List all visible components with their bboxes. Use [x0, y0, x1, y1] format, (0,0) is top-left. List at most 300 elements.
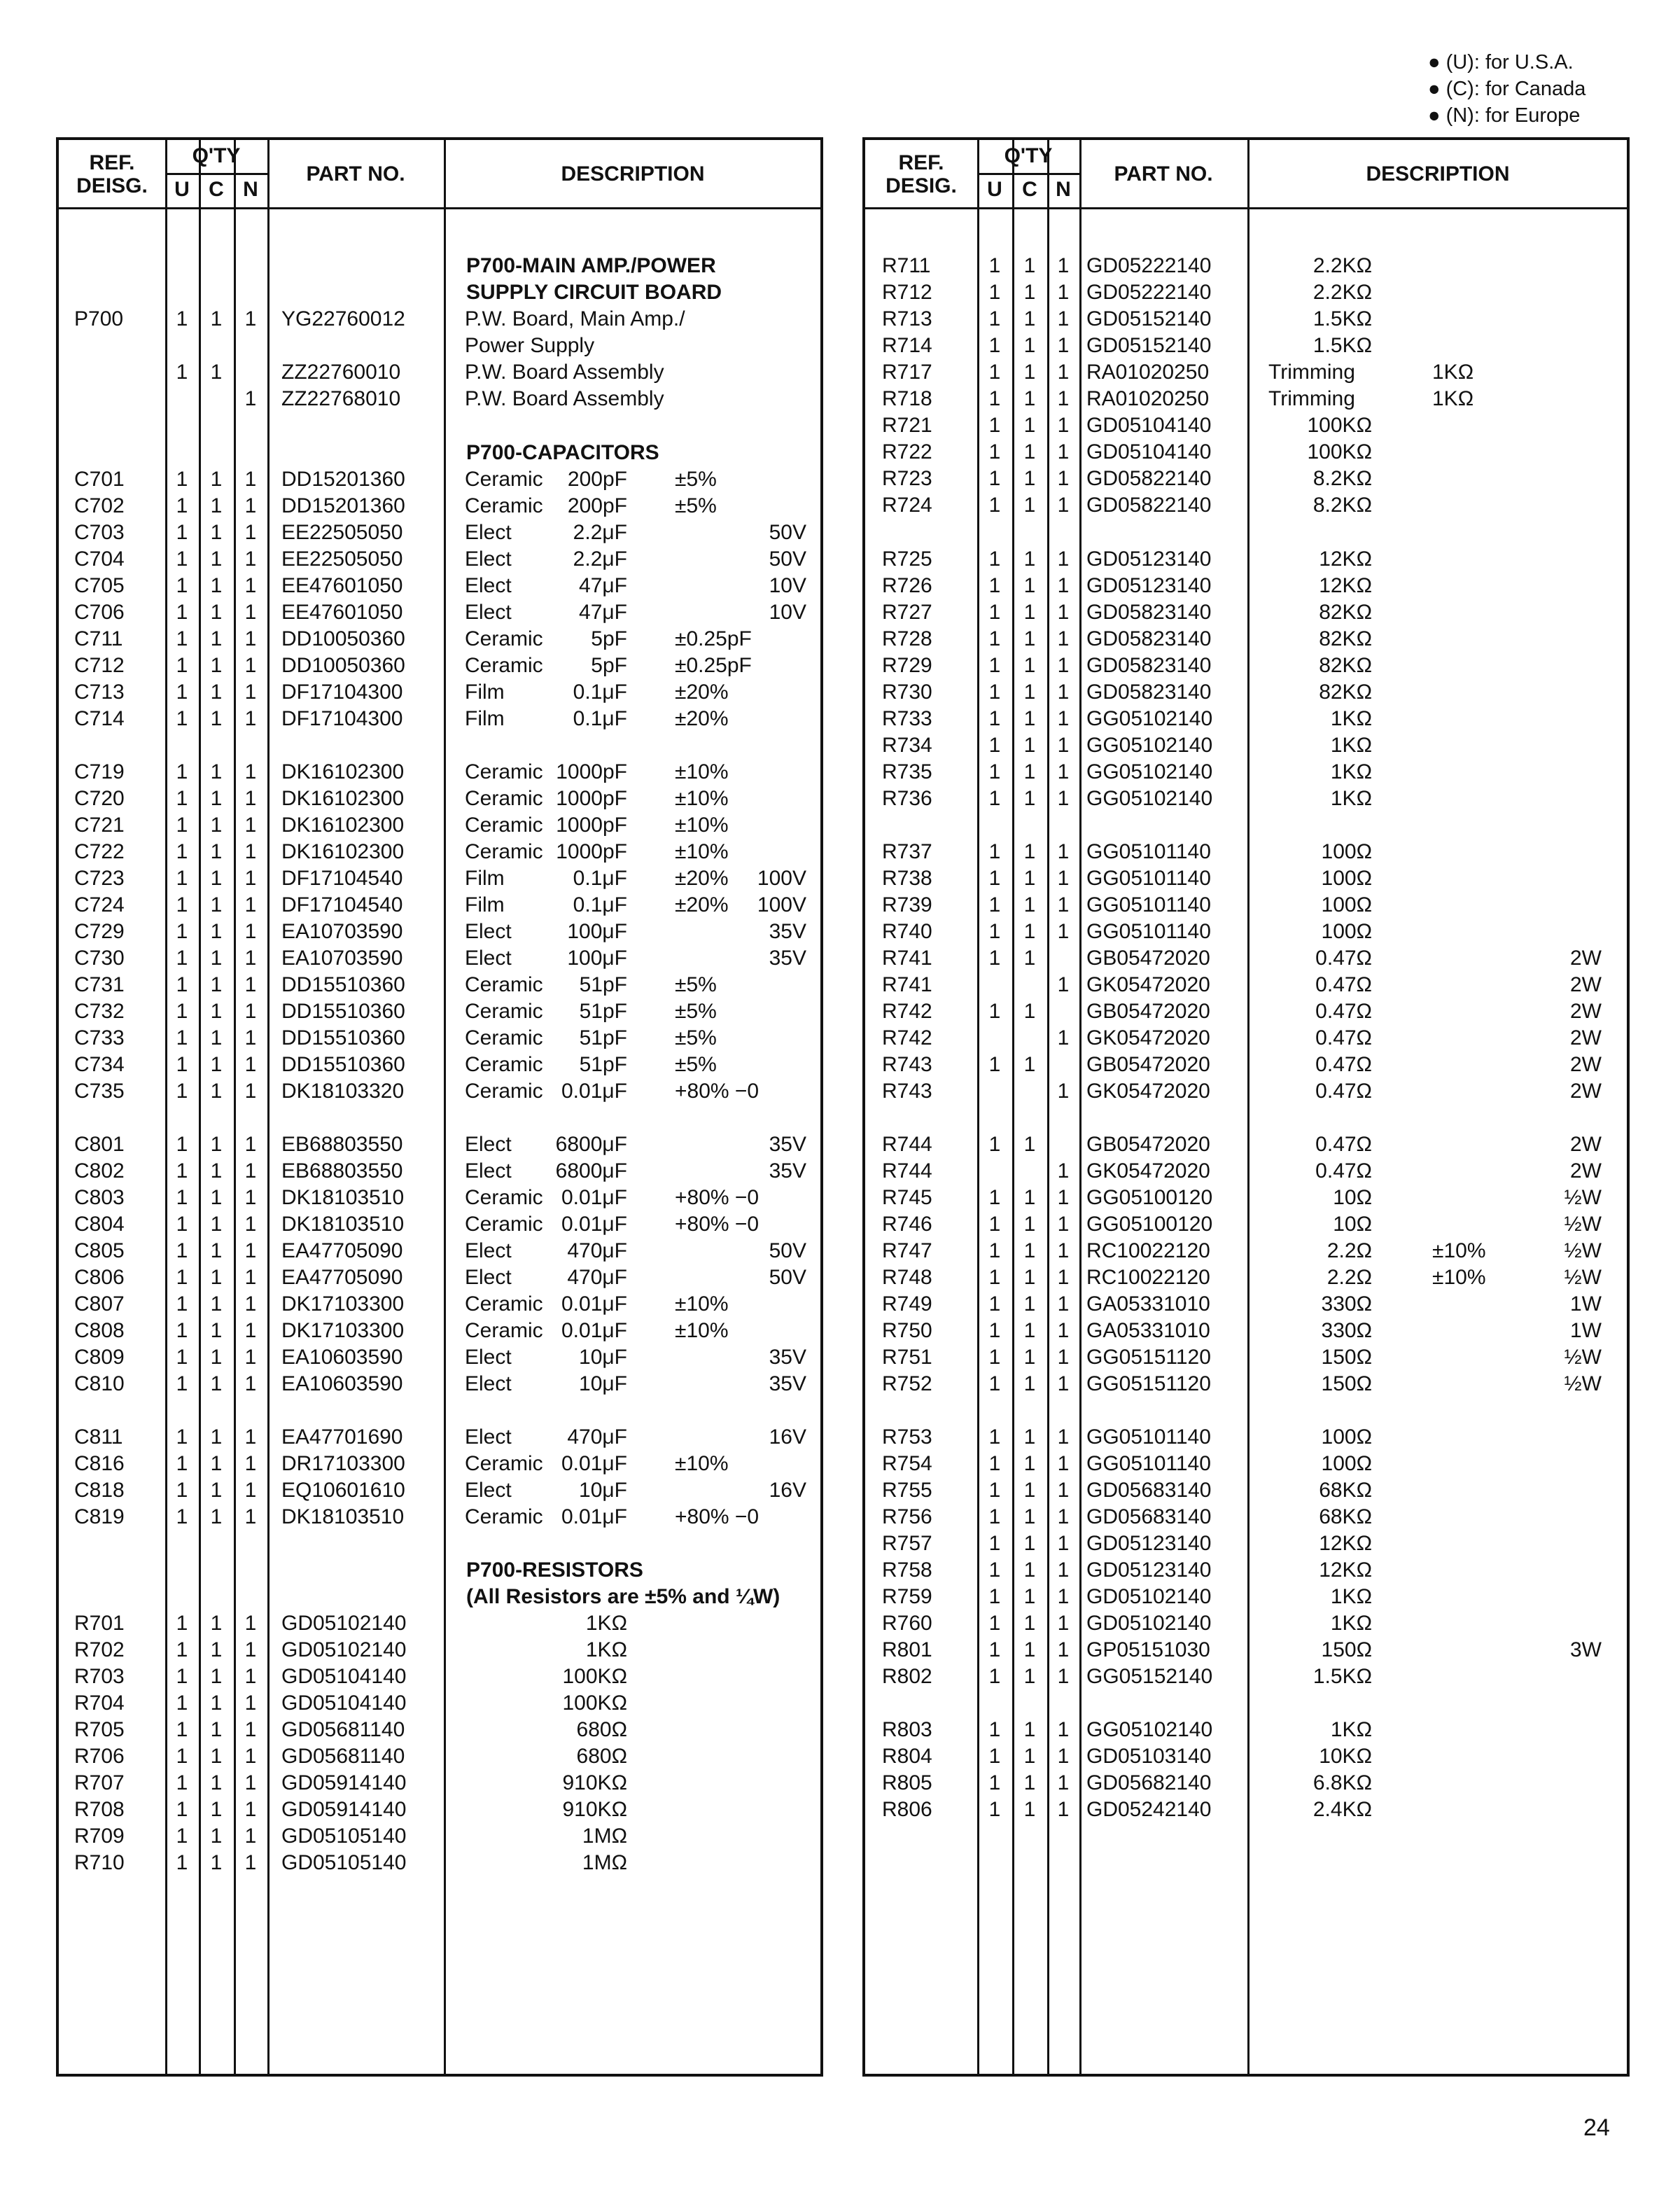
ref-designation: C704: [74, 547, 125, 571]
ref-designation: C712: [74, 654, 125, 677]
description-value: 1000pF: [556, 787, 627, 810]
ref-designation: C804: [74, 1213, 125, 1236]
qty-u: 1: [988, 414, 1001, 437]
table-row: [59, 1743, 820, 1770]
ref-designation: R742: [882, 1000, 932, 1023]
part-number: GK05472020: [1086, 1026, 1210, 1049]
description-value: 0.1μF: [573, 893, 627, 916]
qty-c: 1: [1023, 1292, 1036, 1316]
table-row: [865, 1584, 1627, 1610]
table-row: [865, 1344, 1627, 1371]
description-type: Ceramic: [465, 1319, 543, 1342]
qty-c: 1: [210, 1612, 223, 1635]
qty-u: 1: [988, 467, 1001, 490]
description-tolerance: ±10%: [675, 1452, 729, 1475]
part-number: GD05105140: [281, 1825, 407, 1848]
table-row: [59, 546, 820, 573]
description-rating: 100V: [757, 867, 806, 890]
qty-u: 1: [988, 574, 1001, 597]
description-value: 910KΩ: [562, 1798, 627, 1821]
qty-u: 1: [176, 494, 188, 517]
qty-n: 1: [244, 920, 257, 943]
ref-designation: R742: [882, 1026, 932, 1049]
qty-u: 1: [988, 254, 1001, 277]
description-value: 68KΩ: [1319, 1505, 1372, 1528]
qty-u: 1: [176, 521, 188, 544]
table-row: [59, 679, 820, 706]
qty-n: 1: [244, 1266, 257, 1289]
description-value: 100Ω: [1321, 1425, 1372, 1449]
table-row: [59, 1664, 820, 1690]
ref-designation: R806: [882, 1798, 932, 1821]
description-tolerance: ±10%: [1432, 1239, 1486, 1262]
qty-u: 1: [988, 281, 1001, 304]
table-row: [59, 919, 820, 945]
description-value: 2.2μF: [573, 521, 627, 544]
qty-n: 1: [1057, 1718, 1070, 1741]
part-number: GG05100120: [1086, 1186, 1213, 1209]
description-value: 12KΩ: [1319, 1558, 1372, 1582]
part-number: GD05102140: [1086, 1585, 1212, 1608]
ref-designation: R723: [882, 467, 932, 490]
part-number: EE22505050: [281, 547, 403, 571]
table-row: [59, 1344, 820, 1371]
part-number: GG05102140: [1086, 734, 1213, 757]
qty-c: 1: [1023, 1000, 1036, 1023]
qty-u: 1: [988, 1585, 1001, 1608]
description-type: Elect: [465, 1239, 512, 1262]
table-row: [59, 786, 820, 812]
table-row: [865, 653, 1627, 679]
ref-designation: R730: [882, 681, 932, 704]
qty-n: 1: [1057, 1585, 1070, 1608]
table-row: [865, 945, 1627, 972]
ref-designation: R741: [882, 947, 932, 970]
ref-designation: C734: [74, 1053, 125, 1076]
part-number: EE47601050: [281, 574, 403, 597]
description-value: 51pF: [579, 973, 627, 996]
part-number: GD05681140: [281, 1745, 405, 1768]
qty-c: 1: [1023, 707, 1036, 730]
qty-n: 1: [1057, 627, 1070, 650]
description-value: 2.2KΩ: [1312, 281, 1372, 304]
part-number: GG05102140: [1086, 707, 1213, 730]
qty-u: 1: [988, 1292, 1001, 1316]
qty-n: 1: [244, 1452, 257, 1475]
qty-c: 1: [210, 574, 223, 597]
qty-c: 1: [210, 1771, 223, 1794]
qty-n: 1: [244, 1479, 257, 1502]
description-value: 0.01μF: [561, 1080, 627, 1103]
part-number: GK05472020: [1086, 1080, 1210, 1103]
description-value: 5pF: [591, 627, 627, 650]
part-number: GD05123140: [1086, 1558, 1212, 1582]
part-number: DF17104540: [281, 893, 403, 916]
qty-c: 1: [210, 787, 223, 810]
qty-n: 1: [244, 627, 257, 650]
ref-designation: R708: [74, 1798, 125, 1821]
table-row: [59, 466, 820, 493]
description-value: 8.2KΩ: [1312, 467, 1372, 490]
description-value: 2.2Ω: [1326, 1266, 1372, 1289]
ref-designation: R760: [882, 1612, 932, 1635]
qty-u: 1: [176, 947, 188, 970]
qty-u: 1: [988, 1771, 1001, 1794]
part-number: YG22760012: [281, 307, 405, 330]
description-type: Elect: [465, 574, 512, 597]
part-number: GD05683140: [1086, 1505, 1212, 1528]
qty-c: 1: [210, 1745, 223, 1768]
description-value: 0.01μF: [561, 1292, 627, 1316]
description-value: 1.5KΩ: [1312, 307, 1372, 330]
qty-u: 1: [988, 361, 1001, 384]
qty-c: 1: [1023, 947, 1036, 970]
qty-c: 1: [1023, 893, 1036, 916]
qty-n: 1: [244, 1292, 257, 1316]
description-value: 68KΩ: [1319, 1479, 1372, 1502]
qty-n: 1: [1057, 334, 1070, 357]
part-number: GD05822140: [1086, 494, 1212, 517]
table-row: [865, 1291, 1627, 1318]
qty-u: 1: [988, 1479, 1001, 1502]
header-ref: REF. DESIG.: [886, 151, 957, 197]
description-type: Ceramic: [465, 840, 543, 863]
table-row: [59, 573, 820, 599]
ref-designation: R746: [882, 1213, 932, 1236]
description-tolerance: ±10%: [675, 1292, 729, 1316]
table-row: [59, 892, 820, 919]
description-tolerance: ±10%: [675, 787, 729, 810]
part-number: DF17104300: [281, 681, 403, 704]
table-row: [59, 1557, 820, 1584]
ref-designation: R739: [882, 893, 932, 916]
ref-designation: R733: [882, 707, 932, 730]
table-row: [865, 306, 1627, 333]
description-type: Power Supply: [465, 334, 595, 357]
qty-u: 1: [176, 707, 188, 730]
qty-u: 1: [176, 1745, 188, 1768]
ref-designation: R744: [882, 1133, 932, 1156]
description-rating: 50V: [769, 547, 806, 571]
qty-n: 1: [244, 1053, 257, 1076]
ref-designation: R803: [882, 1718, 932, 1741]
description-rating: 35V: [769, 1346, 806, 1369]
description-rating: 10V: [769, 574, 806, 597]
qty-c: 1: [210, 1080, 223, 1103]
qty-u: 1: [988, 1133, 1001, 1156]
qty-n: 1: [244, 1665, 257, 1688]
part-number: EE47601050: [281, 601, 403, 624]
table-row: [59, 1185, 820, 1211]
description-value: 0.01μF: [561, 1186, 627, 1209]
qty-n: 1: [244, 707, 257, 730]
qty-c: 1: [210, 654, 223, 677]
section-title: SUPPLY CIRCUIT BOARD: [466, 281, 722, 304]
description-type: Ceramic: [465, 760, 543, 783]
table-row: [865, 1504, 1627, 1530]
section-title: P700-CAPACITORS: [466, 441, 659, 464]
part-number: GG05101140: [1086, 920, 1211, 943]
part-number: GD05102140: [1086, 1612, 1212, 1635]
ref-designation: C719: [74, 760, 125, 783]
description-value: 330Ω: [1321, 1319, 1372, 1342]
qty-u: 1: [176, 1825, 188, 1848]
table-row: [59, 1451, 820, 1477]
description-type: Elect: [465, 947, 512, 970]
description-rating: 35V: [769, 1159, 806, 1183]
description-tolerance: ±20%: [675, 867, 729, 890]
qty-n: 1: [1057, 840, 1070, 863]
ref-designation: R710: [74, 1851, 125, 1874]
part-number: GG05151120: [1086, 1372, 1211, 1395]
qty-u: 1: [988, 547, 1001, 571]
qty-n: 1: [244, 387, 257, 410]
qty-c: 1: [210, 1692, 223, 1715]
description-value: 0.01μF: [561, 1213, 627, 1236]
ref-designation: R752: [882, 1372, 932, 1395]
qty-c: 1: [1023, 467, 1036, 490]
qty-n: 1: [1057, 387, 1070, 410]
ref-designation: R802: [882, 1665, 932, 1688]
description-value: 82KΩ: [1319, 627, 1372, 650]
table-row: [865, 1158, 1627, 1185]
qty-n: 1: [244, 1825, 257, 1848]
qty-c: 1: [210, 494, 223, 517]
description-value: 100Ω: [1321, 867, 1372, 890]
table-row: [865, 1131, 1627, 1158]
table-row: [865, 706, 1627, 732]
part-number: GD05123140: [1086, 574, 1212, 597]
part-number: GB05472020: [1086, 1053, 1210, 1076]
qty-n: 1: [244, 1771, 257, 1794]
qty-n: 1: [1057, 1771, 1070, 1794]
description-rating: 16V: [769, 1479, 806, 1502]
part-number: GD05104140: [1086, 440, 1212, 463]
description-tolerance: ±5%: [675, 468, 717, 491]
description-tolerance: ±0.25pF: [675, 627, 752, 650]
header-ref: REF. DEISG.: [76, 151, 148, 197]
qty-n: 1: [244, 574, 257, 597]
qty-u: 1: [988, 440, 1001, 463]
qty-n: 1: [244, 601, 257, 624]
description-rating: 3W: [1570, 1638, 1602, 1661]
qty-n: 1: [244, 681, 257, 704]
qty-c: 1: [210, 1346, 223, 1369]
description-tolerance: +80% −0: [675, 1505, 760, 1528]
table-row: [865, 1797, 1627, 1823]
part-number: EB68803550: [281, 1159, 403, 1183]
qty-n: 1: [244, 893, 257, 916]
table-row: [865, 573, 1627, 599]
part-number: GD05914140: [281, 1771, 407, 1794]
ref-designation: R745: [882, 1186, 932, 1209]
part-number: GG05101140: [1086, 840, 1211, 863]
description-type: Ceramic: [465, 1292, 543, 1316]
qty-c: 1: [1023, 840, 1036, 863]
table-row: [865, 865, 1627, 892]
part-number: DD10050360: [281, 654, 405, 677]
qty-c: 1: [210, 547, 223, 571]
qty-u: 1: [176, 1159, 188, 1183]
description-value: 1MΩ: [582, 1825, 627, 1848]
description-value: 12KΩ: [1319, 574, 1372, 597]
ref-designation: C706: [74, 601, 125, 624]
table-row: [59, 386, 820, 412]
qty-u: 1: [176, 1292, 188, 1316]
part-number: DK17103300: [281, 1319, 405, 1342]
qty-u: 1: [176, 787, 188, 810]
qty-c: 1: [1023, 760, 1036, 783]
qty-n: 1: [1057, 1745, 1070, 1768]
left-parts-table: [56, 137, 823, 2077]
ref-designation: C806: [74, 1266, 125, 1289]
description-tolerance: 1KΩ: [1432, 361, 1474, 384]
ref-designation: C805: [74, 1239, 125, 1262]
table-row: [865, 439, 1627, 466]
part-number: EA47705090: [281, 1239, 403, 1262]
part-number: GD05123140: [1086, 1532, 1212, 1555]
qty-n: 1: [244, 654, 257, 677]
qty-n: 1: [1057, 307, 1070, 330]
description-type: Ceramic: [465, 1452, 543, 1475]
description-type: Ceramic: [465, 1213, 543, 1236]
qty-n: 1: [1057, 760, 1070, 783]
qty-n: 1: [1057, 973, 1070, 996]
description-value: 1KΩ: [1330, 760, 1372, 783]
qty-u: 1: [176, 1425, 188, 1449]
description-value: 1KΩ: [585, 1612, 627, 1635]
description-rating: ½W: [1564, 1239, 1602, 1262]
qty-c: 1: [210, 867, 223, 890]
qty-n: 1: [1057, 1505, 1070, 1528]
description-type: Ceramic: [465, 468, 543, 491]
qty-c: 1: [210, 307, 223, 330]
table-row: [865, 972, 1627, 998]
qty-n: 1: [244, 1346, 257, 1369]
qty-n: 1: [244, 840, 257, 863]
description-value: 82KΩ: [1319, 681, 1372, 704]
qty-u: 1: [988, 1798, 1001, 1821]
qty-c: 1: [1023, 307, 1036, 330]
table-row: [865, 1530, 1627, 1557]
ref-designation: C808: [74, 1319, 125, 1342]
header-part-no: PART NO.: [1114, 162, 1213, 186]
table-row: [59, 519, 820, 546]
ref-designation: R804: [882, 1745, 932, 1768]
part-number: DF17104300: [281, 707, 403, 730]
table-row: [865, 599, 1627, 626]
ref-designation: R712: [882, 281, 932, 304]
description-value: 0.01μF: [561, 1505, 627, 1528]
qty-c: 1: [1023, 1425, 1036, 1449]
part-number: GD05104140: [281, 1692, 407, 1715]
qty-c: 1: [210, 1798, 223, 1821]
description-type: Film: [465, 681, 505, 704]
part-number: DK18103320: [281, 1080, 405, 1103]
qty-n: 1: [1057, 681, 1070, 704]
ref-designation: R724: [882, 494, 932, 517]
ref-designation: R701: [74, 1612, 125, 1635]
table-row: [59, 1823, 820, 1850]
qty-u: 1: [988, 654, 1001, 677]
header-qty: Q'TY: [1004, 144, 1053, 167]
description-tolerance: ±5%: [675, 494, 717, 517]
ref-designation: R727: [882, 601, 932, 624]
qty-n: 1: [1057, 1292, 1070, 1316]
part-number: GD05152140: [1086, 307, 1212, 330]
table-row: [865, 1477, 1627, 1504]
description-value: 1KΩ: [1330, 1585, 1372, 1608]
qty-u: 1: [176, 1239, 188, 1262]
ref-designation: C731: [74, 973, 125, 996]
description-tolerance: +80% −0: [675, 1213, 760, 1236]
qty-u: 1: [176, 1851, 188, 1874]
ref-designation: C809: [74, 1346, 125, 1369]
qty-u: 1: [988, 1638, 1001, 1661]
ref-designation: R705: [74, 1718, 125, 1741]
ref-designation: R729: [882, 654, 932, 677]
table-row: [59, 306, 820, 333]
qty-n: 1: [1057, 254, 1070, 277]
description-rating: 100V: [757, 893, 806, 916]
qty-n: 1: [1057, 893, 1070, 916]
qty-u: 1: [176, 654, 188, 677]
description-tolerance: ±10%: [675, 1319, 729, 1342]
ref-designation: R750: [882, 1319, 932, 1342]
part-number: GD05823140: [1086, 627, 1212, 650]
table-row: [59, 759, 820, 786]
part-number: GD05242140: [1086, 1798, 1212, 1821]
ref-designation: C724: [74, 893, 125, 916]
ref-designation: R757: [882, 1532, 932, 1555]
ref-designation: C801: [74, 1133, 125, 1156]
table-row: [865, 466, 1627, 492]
part-number: DK16102300: [281, 760, 405, 783]
qty-u: 1: [988, 867, 1001, 890]
qty-n: 1: [1057, 1186, 1070, 1209]
part-number: GD05103140: [1086, 1745, 1212, 1768]
qty-c: 1: [1023, 1532, 1036, 1555]
qty-n: 1: [1057, 1479, 1070, 1502]
qty-u: 1: [176, 1346, 188, 1369]
part-number: GD05681140: [281, 1718, 405, 1741]
description-rating: 2W: [1570, 973, 1602, 996]
qty-c: 1: [210, 1851, 223, 1874]
qty-u: 1: [988, 387, 1001, 410]
table-row: [59, 1291, 820, 1318]
qty-u: 1: [176, 1505, 188, 1528]
description-value: 1.5KΩ: [1312, 1665, 1372, 1688]
qty-u: 1: [988, 601, 1001, 624]
ref-designation: C714: [74, 707, 125, 730]
description-value: 0.1μF: [573, 707, 627, 730]
part-number: GG05101140: [1086, 1425, 1211, 1449]
qty-u: 1: [988, 920, 1001, 943]
description-rating: 50V: [769, 521, 806, 544]
table-row: [59, 945, 820, 972]
part-number: GP05151030: [1086, 1638, 1210, 1661]
qty-c: 1: [210, 681, 223, 704]
ref-designation: C702: [74, 494, 125, 517]
header-n: N: [243, 178, 258, 201]
part-number: GD05104140: [1086, 414, 1212, 437]
description-value: 0.47Ω: [1315, 1159, 1372, 1183]
description-value: 5pF: [591, 654, 627, 677]
part-number: GG05101140: [1086, 1452, 1211, 1475]
qty-c: 1: [1023, 387, 1036, 410]
header-description: DESCRIPTION: [1366, 162, 1510, 186]
ref-designation: R741: [882, 973, 932, 996]
